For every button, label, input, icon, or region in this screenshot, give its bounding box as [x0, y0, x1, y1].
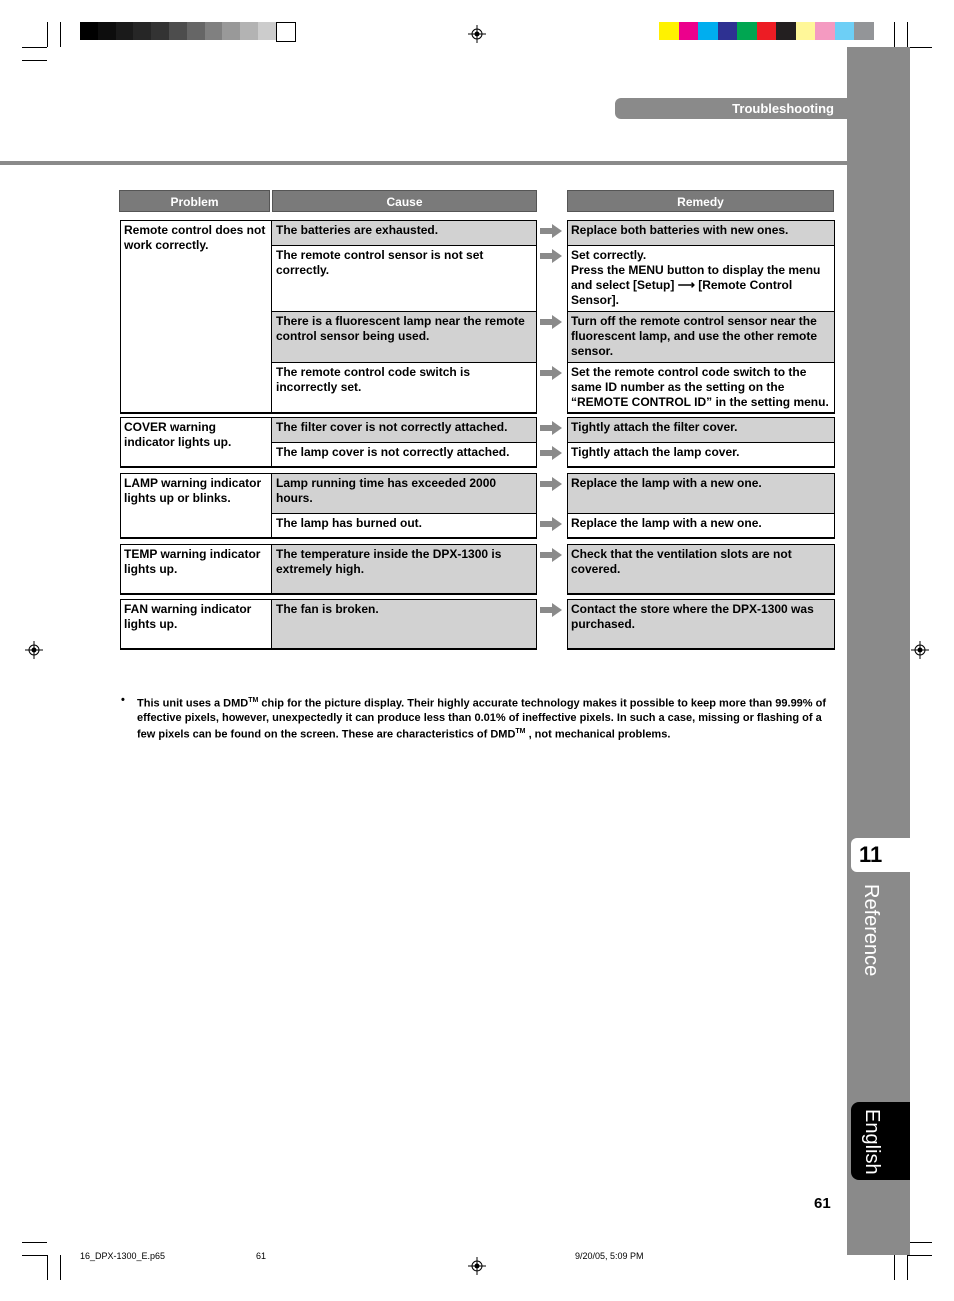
crop-mark: [22, 60, 47, 61]
trademark-mark: TM: [515, 727, 526, 735]
color-swatch: [169, 22, 187, 40]
column-divider: [271, 417, 272, 467]
remedy-cell: Check that the ventilation slots are not covered.: [567, 544, 834, 594]
remedy-cell: Tightly attach the lamp cover.: [571, 445, 740, 459]
crop-mark: [60, 1255, 61, 1280]
right-arrow-icon: [540, 224, 562, 238]
side-tab-bar: [847, 47, 910, 1255]
cause-cell: The temperature inside the DPX-1300 is extremely high.: [272, 544, 536, 594]
crop-mark: [907, 47, 932, 48]
print-timestamp: 9/20/05, 5:09 PM: [575, 1251, 644, 1261]
color-swatch: [718, 22, 738, 40]
column-divider: [271, 220, 272, 413]
remedy-border: [567, 544, 835, 595]
problem-cell: COVER warning indicator lights up.: [124, 420, 232, 449]
registration-mark-icon: [911, 641, 929, 659]
crop-mark: [894, 22, 895, 47]
right-arrow-icon: [540, 315, 562, 329]
remedy-border: [567, 220, 835, 414]
crop-mark: [22, 1255, 47, 1256]
remedy-cell: Tightly attach the filter cover.: [567, 417, 834, 442]
footnote-text-3: , not mechanical problems.: [525, 728, 671, 741]
crop-mark: [47, 1255, 48, 1280]
color-swatch: [151, 22, 169, 40]
crop-mark: [907, 22, 908, 47]
language-label: English: [861, 1109, 883, 1175]
cause-cell: The fan is broken.: [272, 599, 536, 649]
color-swatch: [854, 22, 874, 40]
crop-mark: [22, 47, 47, 48]
color-swatch: [698, 22, 718, 40]
footnote-bullet: •: [121, 694, 125, 706]
color-swatch: [776, 22, 796, 40]
cause-cell: The batteries are exhausted.: [272, 220, 536, 245]
registration-mark-icon: [468, 1257, 486, 1275]
color-swatch: [222, 22, 240, 40]
crop-mark: [907, 1255, 908, 1280]
header-rule: [0, 161, 847, 165]
column-divider: [271, 544, 272, 594]
problem-cell: Remote control does not work correctly.: [124, 223, 266, 252]
color-swatch: [187, 22, 205, 40]
cause-column-header: Cause: [272, 190, 537, 212]
cause-cell: There is a fluorescent lamp near the remote control sensor being used.: [272, 311, 536, 362]
color-swatch: [116, 22, 134, 40]
remedy-border: [567, 473, 835, 539]
color-swatch: [659, 22, 679, 40]
right-arrow-icon: [540, 249, 562, 263]
remedy-cell: Turn off the remote control sensor near the fluorescent lamp, and use the other remote sensor.: [567, 311, 834, 362]
right-arrow-icon: [540, 366, 562, 380]
problem-cell: FAN warning indicator lights up.: [124, 602, 252, 631]
problem-cause-border: [120, 599, 537, 650]
registration-mark-icon: [468, 25, 486, 43]
right-arrow-icon: [540, 446, 562, 460]
color-swatch: [835, 22, 855, 40]
remedy-cell: Replace the lamp with a new one.: [567, 473, 834, 513]
color-swatch: [737, 22, 757, 40]
remedy-column-header: Remedy: [567, 190, 834, 212]
color-swatch: [205, 22, 223, 40]
remedy-cell: Set the remote control code switch to the same ID number as the setting on the “REMOTE CONTROL ID” in the setting menu.: [571, 365, 829, 409]
cause-cell: The lamp cover is not correctly attached.: [276, 445, 510, 459]
problem-cell: LAMP warning indicator lights up or blinks.: [124, 476, 262, 505]
color-swatch: [679, 22, 699, 40]
problem-cause-border: [120, 220, 537, 414]
remedy-cell: Replace the lamp with a new one.: [571, 516, 762, 530]
problem-cell: TEMP warning indicator lights up.: [124, 547, 261, 576]
chapter-label: Reference: [860, 884, 882, 977]
color-swatch: [80, 22, 98, 40]
color-swatch: [98, 22, 116, 40]
right-arrow-icon: [540, 548, 562, 562]
column-divider: [271, 473, 272, 538]
cause-cell: Lamp running time has exceeded 2000 hours.: [272, 473, 536, 513]
problem-cause-border: [120, 544, 537, 595]
color-swatch: [258, 22, 276, 40]
crop-mark: [60, 22, 61, 47]
remedy-cell: Replace both batteries with new ones.: [567, 220, 834, 245]
cause-cell: The lamp has burned out.: [276, 516, 423, 530]
right-arrow-icon: [540, 517, 562, 531]
cause-cell: The filter cover is not correctly attached.: [272, 417, 536, 442]
footnote-text-2: chip for the picture display. Their highly accurate technology makes it possible to keep more than 99.99% of effective pixels, however, unexpectedly it can produce less than 0.01% of ineffective pixels. In such a case, missing or flashing of a few pixels can be found on the screen. These are characteristics of DMD: [137, 697, 827, 741]
problem-cause-border: [120, 417, 537, 468]
print-page: 61: [256, 1251, 267, 1261]
trademark-mark: TM: [248, 697, 259, 704]
crop-mark: [907, 1255, 932, 1256]
section-title: Troubleshooting: [615, 98, 847, 119]
column-divider: [271, 599, 272, 649]
remedy-cell: Set correctly. Press the MENU button to display the menu and select [Setup] ⟶ [Remote Control Sensor].: [571, 248, 821, 307]
color-swatch: [757, 22, 777, 40]
color-swatch: [276, 22, 296, 42]
color-swatch: [815, 22, 835, 40]
remedy-border: [567, 599, 835, 650]
page-number: 61: [814, 1195, 831, 1212]
color-swatch: [240, 22, 258, 40]
crop-mark: [22, 1242, 47, 1243]
cause-cell: The remote control code switch is incorrectly set.: [276, 365, 471, 394]
chapter-number: 11: [859, 842, 883, 867]
right-arrow-icon: [540, 421, 562, 435]
problem-column-header: Problem: [119, 190, 270, 212]
color-swatch: [133, 22, 151, 40]
problem-cause-border: [120, 473, 537, 539]
print-file-name: 16_DPX-1300_E.p65: [80, 1251, 166, 1261]
crop-mark: [894, 1255, 895, 1280]
footnote: [137, 694, 837, 741]
right-arrow-icon: [540, 477, 562, 491]
footnote-text-1: This unit uses a DMD: [137, 697, 249, 710]
crop-mark: [47, 22, 48, 47]
crop-mark: [907, 1242, 932, 1243]
remedy-border: [567, 417, 835, 468]
right-arrow-icon: [540, 603, 562, 617]
registration-mark-icon: [25, 641, 43, 659]
chapter-number-tab[interactable]: [851, 838, 910, 872]
color-swatch: [796, 22, 816, 40]
remedy-cell: Contact the store where the DPX-1300 was purchased.: [567, 599, 834, 649]
cause-cell: The remote control sensor is not set correctly.: [276, 248, 484, 277]
